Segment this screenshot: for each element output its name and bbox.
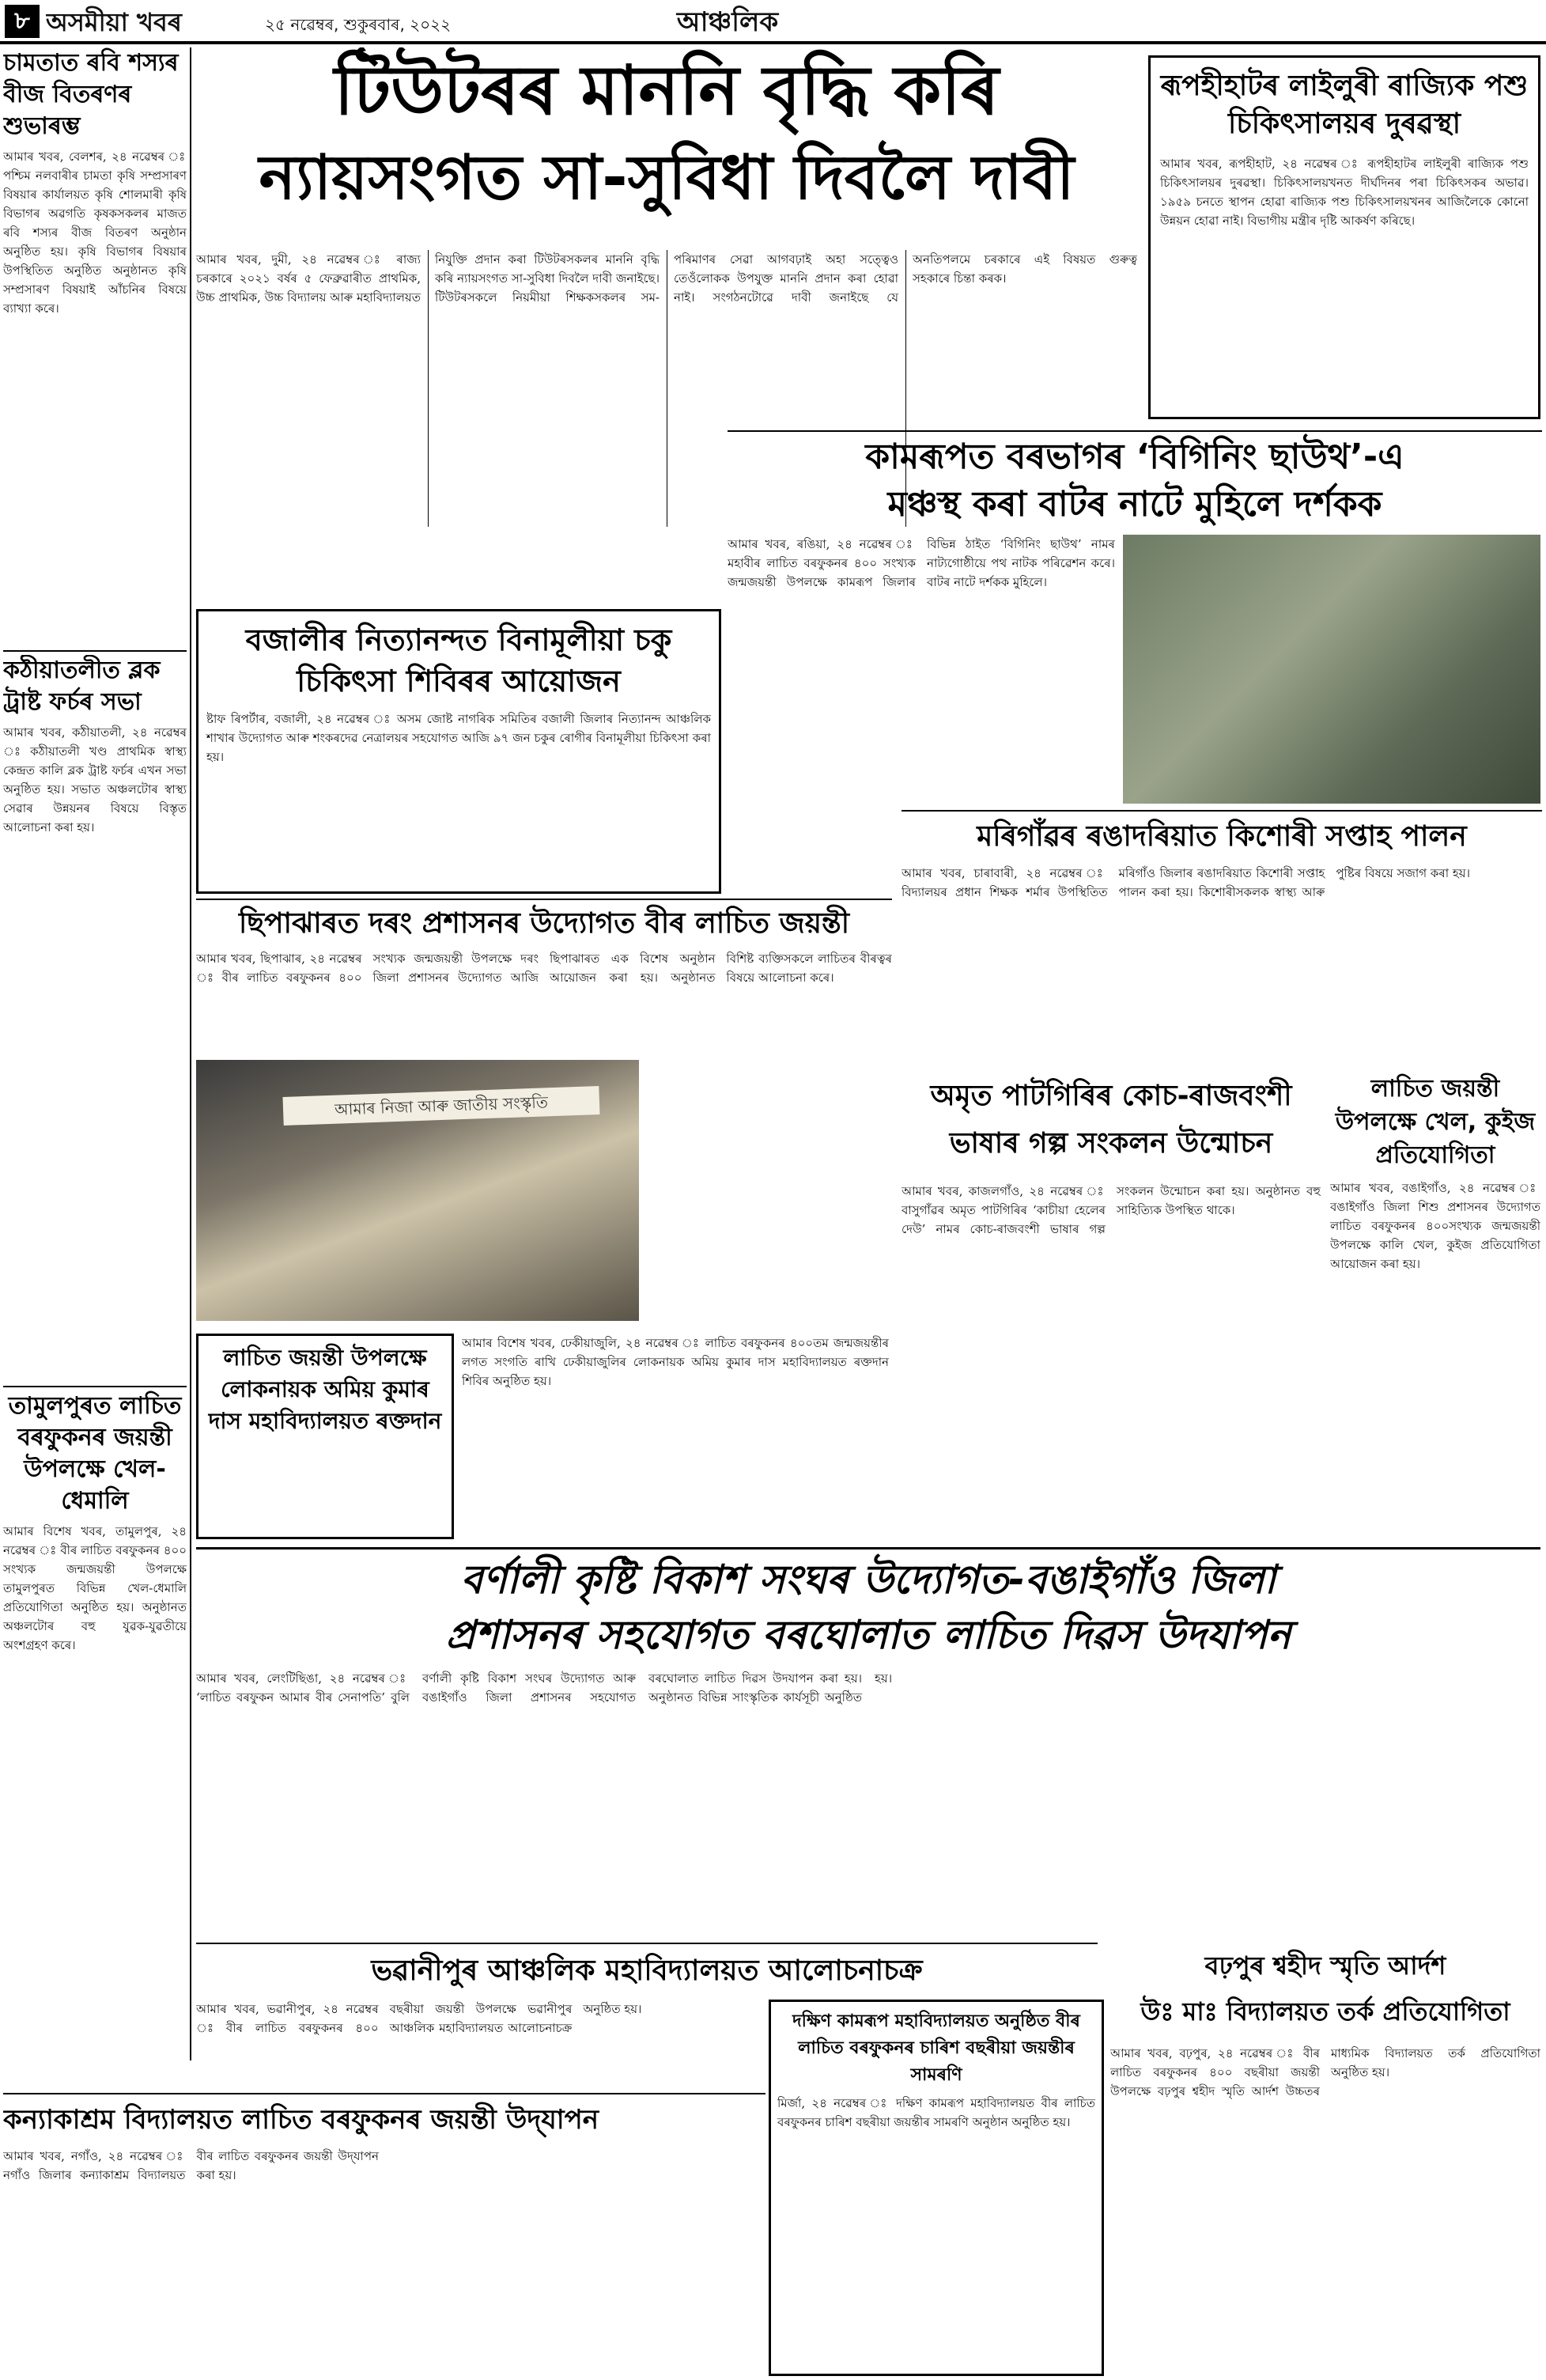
divider xyxy=(3,650,187,652)
amrit-body: আমাৰ খবৰ, কাজলগাঁও, ২৪ নৱেম্বৰ ঃ বাসুগাঁৱৰ অমৃত পাটগিৰিৰ ‘কাচীয়া হেলেৰ দেউ’ নামৰ কোচ-ৰাজবংশী ভাষাৰ গল্প সংকলন উন্মোচন কৰা হয়। অনুষ্ঠানত বহু সাহিত্যিক উপস্থিত থাকে। xyxy=(902,1184,1321,1236)
story-headline: কঠীয়াতলীত ব্লক ট্ৰাষ্ট ফৰ্চৰ সভা xyxy=(3,656,161,716)
col1-story-3 xyxy=(3,1391,187,2055)
bongaigaon-headline xyxy=(196,1552,1540,1663)
story-body: ষ্টাফ ৰিপৰ্টাৰ, বজালী, ২৪ নৱেম্বৰ ঃ অসম জোষ্ট নাগৰিক সমিতিৰ বজালী জিলাৰ নিত্যানন্দ আঞ্চলিক শাখাৰ উদ্যোগত আৰু শংকৰদেৱ নেত্ৰালয়ৰ সহযোগত আজি ৯৭ জন চকুৰ ৰোগীৰ বিনামূলীয়া চিকিৎসা কৰা হয়। xyxy=(206,712,711,764)
lead-headline-1: টিউটৰৰ মাননি বৃদ্ধি কৰি xyxy=(334,51,1000,131)
morigaon-headline: মৰিগাঁৱৰ ৰঙাদৰিয়াত কিশোৰী সপ্তাহ পালন xyxy=(977,820,1467,853)
divider xyxy=(196,1943,1098,1944)
bongaigaon-body: আমাৰ খবৰ, লেংটিছিঙা, ২৪ নৱেম্বৰ ঃ ‘লাচিত বৰফুকন আমাৰ বীৰ সেনাপতি’ বুলি বৰ্ণালী কৃষ্টি বিকাশ সংঘৰ উদ্যোগত আৰু বঙাইগাঁও জিলা প্ৰশাসনৰ সহযোগত বৰঘোলাত লাচিত দিৱস উদযাপন কৰা হয়। অনুষ্ঠানত বিভিন্ন সাংস্কৃতিক কাৰ্যসূচী অনুষ্ঠিত হয়। xyxy=(196,1671,893,1705)
photo-banner: আমাৰ নিজা আৰু জাতীয় সংস্কৃতি xyxy=(282,1086,599,1126)
story-headline: চামতাত ৰবি শস্যৰ বীজ বিতৰণৰ শুভাৰম্ভ xyxy=(3,49,179,140)
col1-story-1 xyxy=(3,47,187,649)
divider xyxy=(728,430,1542,432)
badhpur-body: আমাৰ খবৰ, বঢ়পুৰ, ২৪ নৱেম্বৰ ঃ বীৰ লাচিত বৰফুকনৰ ৪০০ বছৰীয়া জয়ন্তী উপলক্ষে বঢ়পুৰ শ্বহীদ স্মৃতি আৰ্দশ উচ্চতৰ মাধ্যমিক বিদ্যালয়ত তৰ্ক প্ৰতিযোগিতা অনুষ্ঠিত হয়। xyxy=(1110,2046,1540,2098)
chhipajhar-body: আমাৰ খবৰ, ছিপাঝাৰ, ২৪ নৱেম্বৰ ঃ বীৰ লাচিত বৰফুকনৰ ৪০০ সংখ্যক জন্মজয়ন্তী উপলক্ষে দৰং জিলা প্ৰশাসনৰ উদ্যোগত আজি ছিপাঝাৰত এক বিশেষ অনুষ্ঠান আয়োজন কৰা হয়। অনুষ্ঠানত বিশিষ্ট ব্যক্তিসকলে লাচিতৰ বীৰত্বৰ বিষয়ে আলোচনা কৰে। xyxy=(196,952,892,985)
kamrup-headline-2: মঞ্চস্থ কৰা বাটৰ নাটে মুহিলে দৰ্শকক xyxy=(887,484,1382,524)
story-headline: তামুলপুৰত লাচিত বৰফুকনৰ জয়ন্তী উপলক্ষে খেল-ধেমালি xyxy=(8,1392,182,1515)
kamrup-headline-1: কামৰূপত বৰভাগৰ ‘বিগিনিং ছাউথ’-এ xyxy=(865,437,1404,477)
badhpur-headline xyxy=(1110,1943,1540,2038)
chhipajhar-headline: ছিপাঝাৰত দৰং প্ৰশাসনৰ উদ্যোগত বীৰ লাচিত জয়ন্তী xyxy=(238,907,850,940)
story-body: মিৰ্জা, ২৪ নৱেম্বৰ ঃ দক্ষিণ কামৰূপ মহাবিদ্যালয়ত বীৰ লাচিত বৰফুকনৰ চাৰিশ বছৰীয়া জয়ন্তীৰ সামৰণি অনুষ্ঠান অনুষ্ঠিত হয়। xyxy=(777,2096,1095,2129)
lokanayak-story xyxy=(196,1334,454,1539)
chhipajhar-photo xyxy=(196,1060,639,1321)
col1-story-2 xyxy=(3,655,187,1383)
bongaigaon-headline-2: প্ৰশাসনৰ সহযোগত বৰঘোলাত লাচিত দিৱস উদযাপন xyxy=(445,1612,1291,1658)
badhpur-headline-1: বঢ়পুৰ শ্বহীদ স্মৃতি আৰ্দশ xyxy=(1204,1951,1446,1981)
bhawanipur-headline: ভৱানীপুৰ আঞ্চলিক মহাবিদ্যালয়ত আলোচনাচক্ৰ xyxy=(371,1954,923,1987)
bajali-story xyxy=(196,609,721,894)
lokanayak-body: আমাৰ বিশেষ খবৰ, ঢেকীয়াজুলি, ২৪ নৱেম্বৰ ঃ লাচিত বৰফুকনৰ ৪০০তম জন্মজয়ন্তীৰ লগত সংগতি ৰাখি ঢেকীয়াজুলিৰ লোকনায়ক অমিয় কুমাৰ দাস মহাবিদ্যালয়ত ৰক্তদান শিবিৰ অনুষ্ঠিত হয়। xyxy=(462,1336,889,1388)
paper-name: অসমীয়া খবৰ xyxy=(46,7,182,37)
issue-date: ২৫ নৱেম্বৰ, শুকুৰবাৰ, ২০২২ xyxy=(265,15,452,34)
lachit-game-story xyxy=(1330,1073,1540,1539)
kamrup-body: আমাৰ খবৰ, ৰঙিয়া, ২৪ নৱেম্বৰ ঃ মহাবীৰ লাচিত বৰফুকনৰ ৪০০ সংখ্যক জন্মজয়ন্তী উপলক্ষে কামৰূপ জিলাৰ বিভিন্ন ঠাইত ‘বিগিনিং ছাউথ’ নামৰ নাট্যগোষ্ঠীয়ে পথ নাটক পৰিৱেশন কৰে। বাটৰ নাটে দৰ্শকক মুহিলে। xyxy=(728,537,1115,589)
bhawanipur-body: আমাৰ খবৰ, ভৱানীপুৰ, ২৪ নৱেম্বৰ ঃ বীৰ লাচিত বৰফুকনৰ ৪০০ বছৰীয়া জয়ন্তী উপলক্ষে ভৱানীপুৰ আঞ্চলিক মহাবিদ্যালয়ত আলোচনাচক্ৰ অনুষ্ঠিত হয়। xyxy=(196,2002,642,2035)
divider xyxy=(3,2093,765,2094)
divider xyxy=(3,1386,187,1387)
badhpur-headline-2: উঃ মাঃ বিদ্যালয়ত তৰ্ক প্ৰতিযোগিতা xyxy=(1140,1996,1510,2026)
column-rule xyxy=(190,47,191,2060)
kanyakashram-body: আমাৰ খবৰ, নগাঁও, ২৪ নৱেম্বৰ ঃ নগাঁও জিলাৰ কন্যাকাশ্ৰম বিদ্যালয়ত বীৰ লাচিত বৰফুকনৰ জয়ন্তী উদ্‌যাপন কৰা হয়। xyxy=(3,2149,379,2182)
page-number: ৮ xyxy=(5,5,40,38)
amrit-headline-2: ভাষাৰ গল্প সংকলন উন্মোচন xyxy=(949,1127,1273,1160)
masthead xyxy=(0,0,1546,44)
amrit-headline xyxy=(902,1073,1321,1175)
section-title: আঞ্চলিক xyxy=(676,6,779,38)
story-headline: লাচিত জয়ন্তী উপলক্ষে লোকনায়ক অমিয় কুমাৰ দাস মহাবিদ্যালয়ত ৰক্তদান xyxy=(208,1345,442,1434)
lead-headline-2: ন্যায়সংগত সা-সুবিধা দিবলৈ দাবী xyxy=(259,142,1075,214)
story-body: আমাৰ খবৰ, বেলশৰ, ২৪ নৱেম্বৰ ঃ পশ্চিম নলবাৰীৰ চামতা কৃষি সম্প্ৰসাৰণ বিষয়াৰ কাৰ্যালয়ত কৃষি শোলমাৰী কৃষি বিভাগৰ অৱগতি কৃষকসকলৰ মাজত ৰবি শস্যৰ বীজ বিতৰণ অনুষ্ঠান অনুষ্ঠিত হয়। কৃষি বিভাগৰ বিষয়াৰ উপস্থিতিত অনুষ্ঠিত অনুষ্ঠানত কৃষি সম্প্ৰসাৰণ বিষয়াই আঁচনিৰ বিষয়ে ব্যাখ্যা কৰে। xyxy=(3,149,187,316)
lead-body: আমাৰ খবৰ, দুমী, ২৪ নৱেম্বৰ ঃ ৰাজ্য চৰকাৰে ২০২১ বৰ্ষৰ ৫ ফেব্ৰুৱাৰীত প্ৰাথমিক, উচ্চ প্ৰাথমিক, উচ্চ বিদ্যালয় আৰু মহাবিদ্যালয়ত নিযুক্তি প্ৰদান কৰা টিউটৰসকলৰ মাননি বৃদ্ধি কৰি ন্যায়সংগত সা-সুবিধা দিবলৈ দাবী জনাইছে। টিউটৰসকলে নিয়মীয়া শিক্ষকসকলৰ সম-পৰিমাণৰ সেৱা আগবঢ়াই অহা সত্ত্বেও তেওঁলোকক উপযুক্ত মাননি প্ৰদান কৰা হোৱা নাই। সংগঠনটোৱে দাবী জনাইছে যে অনতিপলমে চৰকাৰে এই বিষয়ত গুৰুত্ব সহকাৰে চিন্তা কৰক। xyxy=(196,252,1137,305)
story-body: আমাৰ বিশেষ খবৰ, তামুলপুৰ, ২৪ নৱেম্বৰ ঃ বীৰ লাচিত বৰফুকনৰ ৪০০ সংখ্যক জন্মজয়ন্তী উপলক্ষে তামুলপুৰত বিভিন্ন খেল-ধেমালি প্ৰতিযোগিতা অনুষ্ঠিত হয়। অনুষ্ঠানত অঞ্চলটোৰ বহু যুৱক-যুৱতীয়ে অংশগ্ৰহণ কৰে। xyxy=(3,1524,187,1652)
story-body: আমাৰ খবৰ, ৰূপহীহাট, ২৪ নৱেম্বৰ ঃ ৰূপহীহাটৰ লাইলুৰী ৰাজ্যিক পশু চিকিৎসালয়ৰ দুৰৱস্থা। চিকিৎসালয়খনত দীৰ্ঘদিনৰ পৰা চিকিৎসকৰ অভাৱ। ১৯৫৯ চনতে স্থাপন হোৱা ৰাজ্যিক পশু চিকিৎসালয়খনৰ আজিলৈকে কোনো উন্নয়ন হোৱা নাই। বিভাগীয় মন্ত্ৰীৰ দৃষ্টি আকৰ্ষণ কৰিছে। xyxy=(1160,157,1529,228)
amrit-headline-1: অমৃত পাটগিৰিৰ কোচ-ৰাজবংশী xyxy=(930,1080,1292,1112)
right-box-story xyxy=(1148,55,1540,419)
story-headline: লাচিত জয়ন্তী উপলক্ষে খেল, কুইজ প্ৰতিযোগিতা xyxy=(1335,1075,1536,1169)
dakshin-headline-2: লাচিত বৰফুকনৰ চাৰিশ বছৰীয়া জয়ন্তীৰ সামৰণি xyxy=(798,2038,1075,2085)
divider xyxy=(196,1547,1540,1549)
dakshin-headline-1: দক্ষিণ কামৰূপ মহাবিদ্যালয়ত অনুষ্ঠিত বীৰ xyxy=(792,2011,1080,2031)
kamrup-headline xyxy=(728,433,1542,528)
kamrup-photo xyxy=(1123,535,1540,804)
morigaon-body: আমাৰ খবৰ, চাৰাবাৰী, ২৪ নৱেম্বৰ ঃ বিদ্যালয়ৰ প্ৰধান শিক্ষক শৰ্মাৰ উপস্থিতিত মৰিগাঁও জিলাৰ ৰঙাদৰিয়াত কিশোৰী সপ্তাহ পালন কৰা হয়। কিশোৰীসকলক স্বাস্থ্য আৰু পুষ্টিৰ বিষয়ে সজাগ কৰা হয়। xyxy=(902,866,1470,899)
story-headline: বজালীৰ নিত্যানন্দত বিনামূলীয়া চকু চিকিৎসা শিবিৰৰ আয়োজন xyxy=(245,622,672,698)
bongaigaon-headline-1: বৰ্ণালী কৃষ্টি বিকাশ সংঘৰ উদ্যোগত-বঙাইগাঁও জিলা xyxy=(460,1557,1276,1602)
divider xyxy=(196,899,892,900)
story-headline: ৰূপহীহাটৰ লাইলুৰী ৰাজ্যিক পশু চিকিৎসালয়ৰ দুৰৱস্থা xyxy=(1160,70,1529,140)
story-body: আমাৰ খবৰ, কঠীয়াতলী, ২৪ নৱেম্বৰ ঃ কঠীয়াতলী খণ্ড প্ৰাথমিক স্বাস্থ্য কেন্দ্ৰত কালি ব্লক ট্ৰাষ্ট ফৰ্চৰ এখন সভা অনুষ্ঠিত হয়। সভাত অঞ্চলটোৰ স্বাস্থ্য সেৱাৰ উন্নয়নৰ বিষয়ে বিস্তৃত আলোচনা কৰা হয়। xyxy=(3,725,187,834)
dakshin-story xyxy=(769,2000,1104,2376)
divider xyxy=(902,810,1542,812)
kanyakashram-headline: কন্যাকাশ্ৰম বিদ্যালয়ত লাচিত বৰফুকনৰ জয়ন্তী উদ্‌যাপন xyxy=(3,2104,599,2136)
story-body: আমাৰ খবৰ, বঙাইগাঁও, ২৪ নৱেম্বৰ ঃ বঙাইগাঁও জিলা শিশু প্ৰশাসনৰ উদ্যোগত লাচিত বৰফুকনৰ ৪০০সংখ্যক জন্মজয়ন্তী উপলক্ষে কালি খেল, কুইজ প্ৰতিযোগিতা আয়োজন কৰা হয়। xyxy=(1330,1181,1540,1271)
